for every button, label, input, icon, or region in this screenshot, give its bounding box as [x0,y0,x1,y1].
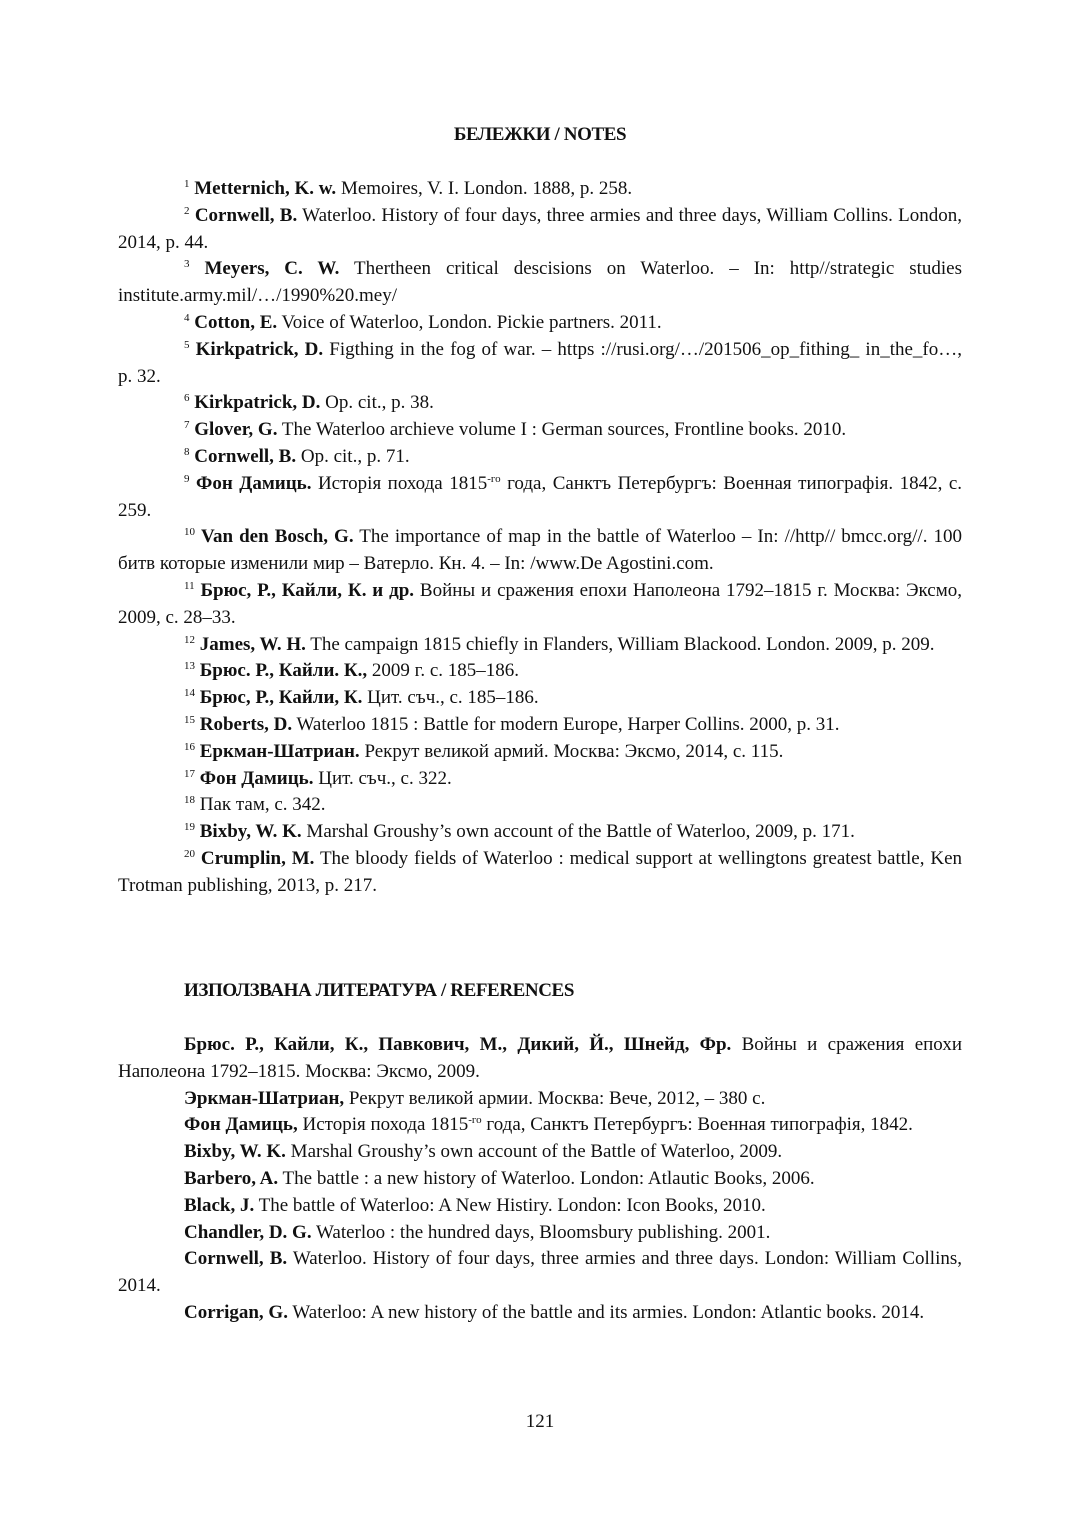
entry-author: Фон Дамиць, [184,1114,298,1136]
entry-author: Black, J. [184,1194,255,1216]
footnote-number: 18 [184,794,195,807]
entry-text: Войны и сражения епохи Наполеона 1792–1815. Москва: Эксмо, 2009. [118,1034,962,1082]
entry-text: Войны и сражения епохи Наполеона 1792–1815 г. Москва: Эксмо, 2009, с. 28–33. [118,579,962,628]
footnote-number: 13 [184,660,195,673]
footnote-number: 20 [184,847,195,860]
footnote-number: 3 [184,258,190,271]
entry-text: The battle : a new history of Waterloo. London: Atlautic Books, 2006. [278,1167,815,1189]
footnote [118,792,962,819]
footnote-number: 10 [184,526,195,539]
entry-author: Barbero, A. [184,1167,279,1189]
footnote-number: 4 [184,311,190,324]
entry-text: 2009 г. с. 185–186. [367,660,520,682]
footnote-number: 5 [184,338,190,351]
entry-author: Kirkpatrick, D. [194,392,321,414]
page-number: 121 [525,1411,555,1432]
footnote-number: 9 [184,472,190,485]
entry-text: The Waterloo archieve volume I : German sources, Frontline books. 2010. [277,419,847,441]
entry-author: Еркман-Шатриан. [199,740,360,762]
entry-author: Crumplin, M. [200,847,315,869]
entry-author: Corrigan, G. [184,1301,288,1323]
entry-author: Брюс. Р., Кайли, К., Павкович, М., Дикий, Й., Шнейд, Фр. [184,1034,732,1055]
footnote-number: 17 [184,767,195,780]
footnote [118,819,962,846]
entry-author: Glover, G. [194,419,278,441]
entry-author: Chandler, D. G. [184,1221,312,1243]
entry-text: The battle of Waterloo: A New Histiry. London: Icon Books, 2010. [254,1194,766,1216]
entry-text: Marshal Groushy’s own account of the Battle of Waterloo, 2009, p. 171. [301,821,855,843]
entry-text: Исторія похода 1815 [297,1114,469,1136]
footnote-number: 12 [184,633,195,646]
footnote-number: 11 [184,579,195,592]
entry-superscript: -го [487,472,501,485]
footnote [118,417,962,444]
reference-item [118,1166,962,1193]
entry-text: The campaign 1815 chiefly in Flanders, William Blackood. London. 2009, p. 209. [305,633,935,655]
footnote [118,444,962,471]
reference-item [118,1139,962,1166]
entry-text: Memoires, V. I. London. 1888, p. 258. [336,178,633,199]
entry-author: Эркман-Шатриан, [184,1087,345,1109]
footnote [118,337,962,391]
entry-text-continued: года, Санктъ Петербургъ: Военная типографія, 1842. [481,1114,913,1136]
footnote [118,739,962,766]
footnote [118,846,962,900]
entry-author: Брюс, Р., Кайли, К. и др. [200,579,415,601]
entry-author: Bixby, W. K. [199,821,302,843]
footnote [118,632,962,659]
reference-item [118,1246,962,1300]
entry-author: Kirkpatrick, D. [195,338,324,360]
entry-author: Van den Bosch, G. [201,526,354,548]
entry-author: Meyers, C. W. [204,258,340,280]
footnote [118,658,962,685]
reference-item [118,1193,962,1220]
entry-author: Cornwell, B. [194,445,297,467]
footnote [118,766,962,793]
entry-text: Waterloo : the hundred days, Bloomsbury publishing. 2001. [311,1221,771,1243]
entry-text: Waterloo. History of four days, three armies and three days. London: William Collins, 2014. [118,1248,962,1297]
footnote [118,685,962,712]
entry-text: Исторія похода 1815 [311,472,488,494]
footnote-number: 16 [184,740,195,753]
entry-author: Metternich, K. w. [194,178,337,199]
entry-author: Bixby, W. K. [184,1141,286,1163]
footnote [118,578,962,632]
footnote-number: 14 [184,687,195,700]
entry-text: The importance of map in the battle of Waterloo – In: //http// bmcc.org//. 100 битв которые изменили мир – Ватерло. Кн. 4. – In: /www.De Agostini.com. [118,526,962,575]
reference-item [118,1086,962,1113]
entry-text: Рекрут великой армии. Москва: Вече, 2012, – 380 с. [344,1087,766,1109]
footnote-number: 19 [184,821,195,834]
entry-author: Брюс, Р., Кайли, К. [199,687,363,709]
footnote-number: 2 [184,204,190,217]
entry-text: Waterloo: A new history of the battle and its armies. London: Atlantic books. 2014. [287,1301,925,1323]
notes-list [118,176,962,900]
entry-text: Thertheen critical descisions on Waterloo. – In: http//strategic studies institute.army.mil/…/1990%20.mey/ [118,258,962,307]
notes-heading: БЕЛЕЖКИ / NOTES [453,124,627,145]
footnote-number: 8 [184,445,190,458]
footnote [118,203,962,257]
entry-author: Cotton, E. [194,311,278,333]
reference-item [118,1032,962,1086]
entry-text: Пак там, с. 342. [199,794,326,816]
footnote [118,524,962,578]
entry-text: Цит. съч., с. 322. [313,767,452,789]
entry-author: Roberts, D. [199,713,293,735]
references-list [118,1032,962,1327]
footnote [118,712,962,739]
entry-text-continued: года, Санктъ Петербургъ: Военная типографія. 1842, с. 259. [118,472,963,521]
entry-author: James, W. H. [199,633,306,655]
footnote-number: 1 [184,178,190,190]
footnote [118,390,962,417]
entry-author: Брюс. Р., Кайли. К., [199,660,368,682]
entry-text: Waterloo. History of four days, three armies and three days, William Collins. London, 2014, p. 44. [118,204,962,253]
entry-author: Cornwell, B. [194,204,298,226]
footnote-number: 7 [184,419,190,432]
reference-item [118,1300,962,1327]
footnote-number: 6 [184,392,190,405]
entry-text: Рекрут великой армий. Москва: Эксмо, 2014, с. 115. [359,740,784,762]
references-heading: ИЗПОЛЗВАНА ЛИТЕРАТУРА / REFERENCES [184,980,575,1001]
entry-text: Op. cit., p. 71. [296,445,410,467]
footnote [118,256,962,310]
entry-text: Figthing in the fog of war. – https ://rusi.org/…/201506_op_fithing_ in_the_fo…, p. 32. [118,338,963,387]
entry-text: Op. cit., p. 38. [320,392,434,414]
entry-author: Фон Дамиць. [199,767,314,789]
footnote [118,176,962,203]
entry-author: Cornwell, B. [184,1248,288,1270]
entry-text: Waterloo 1815 : Battle for modern Europe, Harper Collins. 2000, p. 31. [292,713,840,735]
entry-text: The bloody fields of Waterloo : medical support at wellingtons greatest battle, Ken Trotman publishing, 2013, p. 217. [118,847,962,896]
entry-text: Цит. съч., с. 185–186. [362,687,539,709]
entry-author: Фон Дамиць. [196,472,312,494]
reference-item [118,1112,962,1139]
footnote-number: 15 [184,713,195,726]
entry-superscript: -го [468,1114,482,1127]
entry-text: Voice of Waterloo, London. Pickie partners. 2011. [277,311,662,333]
reference-item [118,1220,962,1247]
footnote [118,471,962,525]
footnote [118,310,962,337]
entry-text: Marshal Groushy’s own account of the Battle of Waterloo, 2009. [285,1141,783,1163]
